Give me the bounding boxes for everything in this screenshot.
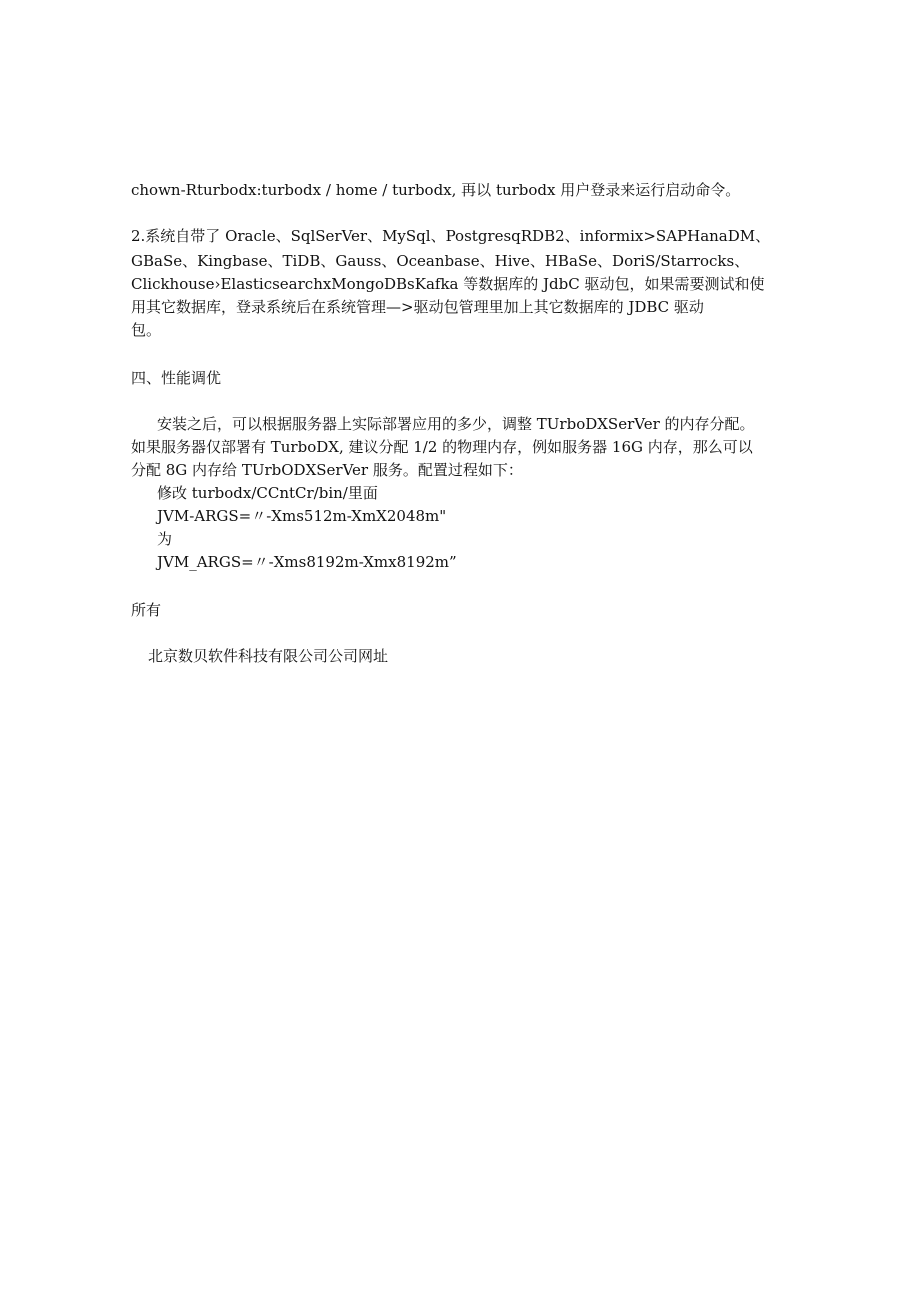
item2-line-5: 包。 xyxy=(131,321,162,339)
perf-line-1: 安装之后，可以根据服务器上实际部署应用的多少，调整 TUrboDXSerVer 的内存分配。 xyxy=(157,415,755,433)
item2-line-2: GBaSe、Kingbase、TiDB、Gauss、Oceanbase、Hive、HBaSe、DoriS/Starrocks、 xyxy=(131,252,750,270)
config-line-4: JVM_ARGS=〃-Xms8192m-Xmx8192m” xyxy=(157,553,457,571)
config-line-2: JVM-ARGS=〃-Xms512m-XmX2048m" xyxy=(157,507,447,525)
item2-line-1: 2.系统自带了 Oracle、SqlSerVer、MySql、PostgresqRDB2、informix>SAPHanaDM、 xyxy=(131,227,771,245)
config-line-1: 修改 turbodx/CCntCr/bin/里面 xyxy=(157,484,378,502)
chown-instruction-line: chown-Rturbodx:turbodx / home / turbodx, 再以 turbodx 用户登录来运行启动命令。 xyxy=(131,181,741,199)
all-rights-text: 所有 xyxy=(131,601,162,619)
config-line-3: 为 xyxy=(157,530,173,548)
item2-line-3: Clickhouse›ElasticsearchxMongoDBsKafka 等数据库的 JdbC 驱动包，如果需要测试和使 xyxy=(131,275,765,293)
company-footer: 北京数贝软件科技有限公司公司网址 xyxy=(148,647,389,665)
perf-line-2: 如果服务器仅部署有 TurboDX, 建议分配 1/2 的物理内存，例如服务器 16G 内存，那么可以 xyxy=(131,438,753,456)
section-heading: 四、性能调优 xyxy=(131,369,222,387)
item2-line-4: 用其它数据库，登录系统后在系统管理—>驱动包管理里加上其它数据库的 JDBC 驱动 xyxy=(131,298,704,316)
perf-line-3: 分配 8G 内存给 TUrbODXSerVer 服务。配置过程如下： xyxy=(131,461,523,479)
